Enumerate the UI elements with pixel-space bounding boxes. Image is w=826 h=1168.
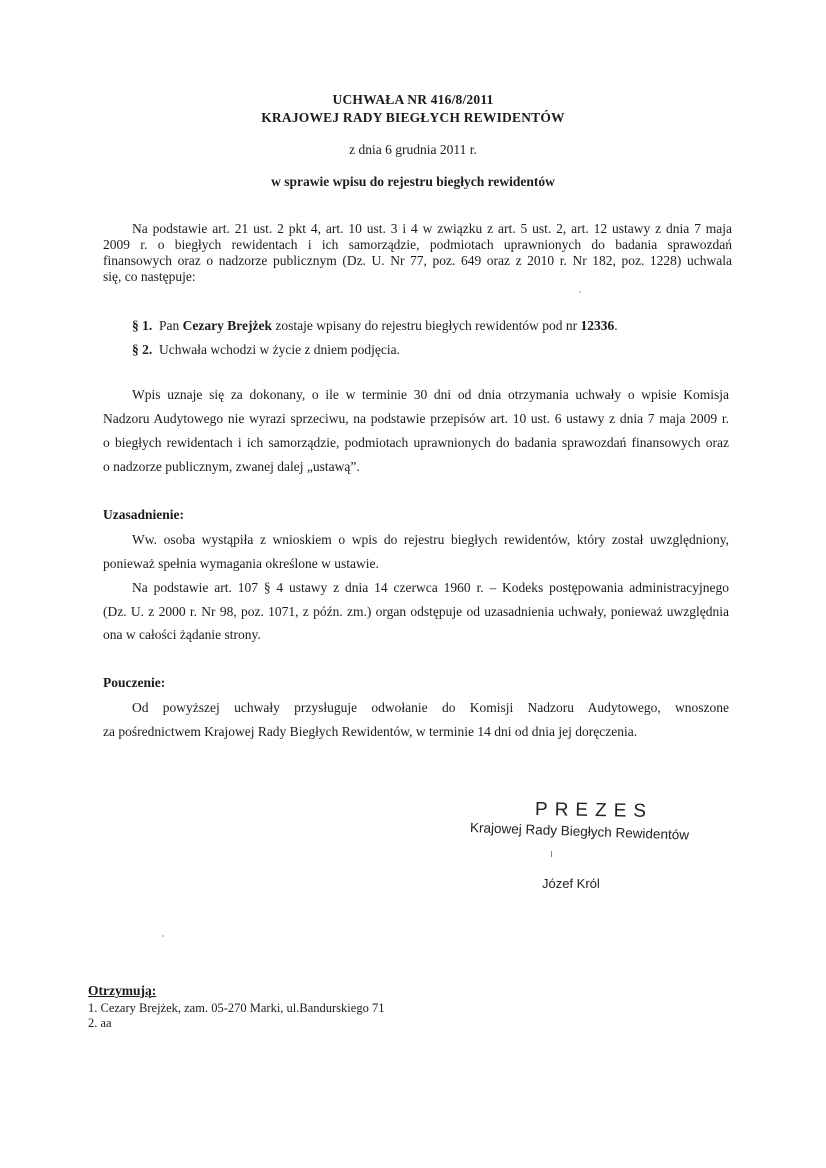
resolution-date: z dnia 6 grudnia 2011 r. — [349, 142, 477, 157]
stamp-title: PREZES — [534, 798, 654, 823]
issuing-body: KRAJOWEJ RADY BIEGŁYCH REWIDENTÓW — [261, 110, 565, 125]
recipient-item: 1. Cezary Brejżek, zam. 05-270 Marki, ul.Bandurskiego 71 — [88, 1001, 385, 1015]
justification-a-line-2: ponieważ spełnia wymagania określone w ustawie. — [103, 556, 379, 571]
entry-line-4: o nadzorze publicznym, zwanej dalej „ustawą”. — [103, 459, 360, 474]
entry-line-1: Wpis uznaje się za dokonany, o ile w terminie 30 dni od dnia otrzymania uchwały o wpisie Komisja — [132, 387, 729, 402]
section-1-mark: § 1. — [132, 318, 153, 333]
justification-b-line-3: ona w całości żądanie strony. — [103, 627, 261, 642]
recipient-item: 2. aa — [88, 1016, 112, 1030]
intro-line-4: się, co następuje: — [103, 269, 196, 284]
entry-line-3: o biegłych rewidentach i ich samorządzie, podmiotach uprawnionych do badania sprawozdań finansowych oraz — [103, 435, 729, 450]
instruction-line-1: Od powyższej uchwały przysługuje odwołanie do Komisji Nadzoru Audytowego, wnoszone — [132, 700, 729, 715]
registry-number: 12336 — [580, 318, 615, 333]
resolution-number: UCHWAŁA NR 416/8/2011 — [332, 92, 494, 107]
intro-line-3: finansowych oraz o nadzorze publicznym (Dz. U. Nr 77, poz. 649 oraz z 2010 r. Nr 182, poz. 1228) uchwala — [103, 253, 732, 268]
section-1-text: zostaje wpisany do rejestru biegłych rewidentów pod nr — [275, 318, 578, 333]
section-1 — [132, 318, 618, 334]
justification-a-line-1: Ww. osoba wystąpiła z wnioskiem o wpis do rejestru biegłych rewidentów, który został uwzględniony, — [132, 532, 729, 547]
intro-line-2: 2009 r. o biegłych rewidentach i ich samorządzie, podmiotach uprawnionych do badania sprawozdań — [103, 237, 732, 252]
person-name: Cezary Brejżek — [182, 318, 272, 333]
section-2 — [132, 342, 400, 358]
section-1-end: . — [614, 318, 618, 333]
section-2-text: Uchwała wchodzi w życie z dniem podjęcia. — [159, 342, 401, 357]
justification-b-line-2: (Dz. U. z 2000 r. Nr 98, poz. 1071, z późn. zm.) organ odstępuje od uzasadnienia uchwały, ponieważ uwzględnia — [103, 604, 729, 619]
justification-b-line-1: Na podstawie art. 107 § 4 ustawy z dnia 14 czerwca 1960 r. – Kodeks postępowania administracyjnego — [132, 580, 729, 595]
recipients-heading: Otrzymują: — [88, 983, 157, 998]
instruction-heading: Pouczenie: — [103, 675, 166, 690]
section-1-prefix: Pan — [159, 318, 180, 333]
stamp-signatory: Józef Król — [542, 876, 600, 891]
section-2-mark: § 2. — [132, 342, 153, 357]
justification-heading: Uzasadnienie: — [103, 507, 184, 522]
scan-speck — [162, 935, 164, 937]
resolution-subject: w sprawie wpisu do rejestru biegłych rewidentów — [271, 174, 555, 189]
entry-line-2: Nadzoru Audytowego nie wyrazi sprzeciwu, na podstawie przepisów art. 10 ust. 6 ustawy z dnia 7 maja 2009 r. — [103, 411, 729, 426]
stamp-organization: Krajowej Rady Biegłych Rewidentów — [469, 820, 690, 843]
scan-speck — [579, 291, 581, 293]
instruction-line-2: za pośrednictwem Krajowej Rady Biegłych Rewidentów, w terminie 14 dni od dnia jej doręczenia. — [103, 724, 638, 739]
recipients-list — [88, 1001, 384, 1031]
intro-line-1: Na podstawie art. 21 ust. 2 pkt 4, art. 10 ust. 3 i 4 w związku z art. 5 ust. 2, art. 12 ustawy z dnia 7 maja — [132, 221, 732, 236]
signature-mark — [551, 851, 552, 857]
